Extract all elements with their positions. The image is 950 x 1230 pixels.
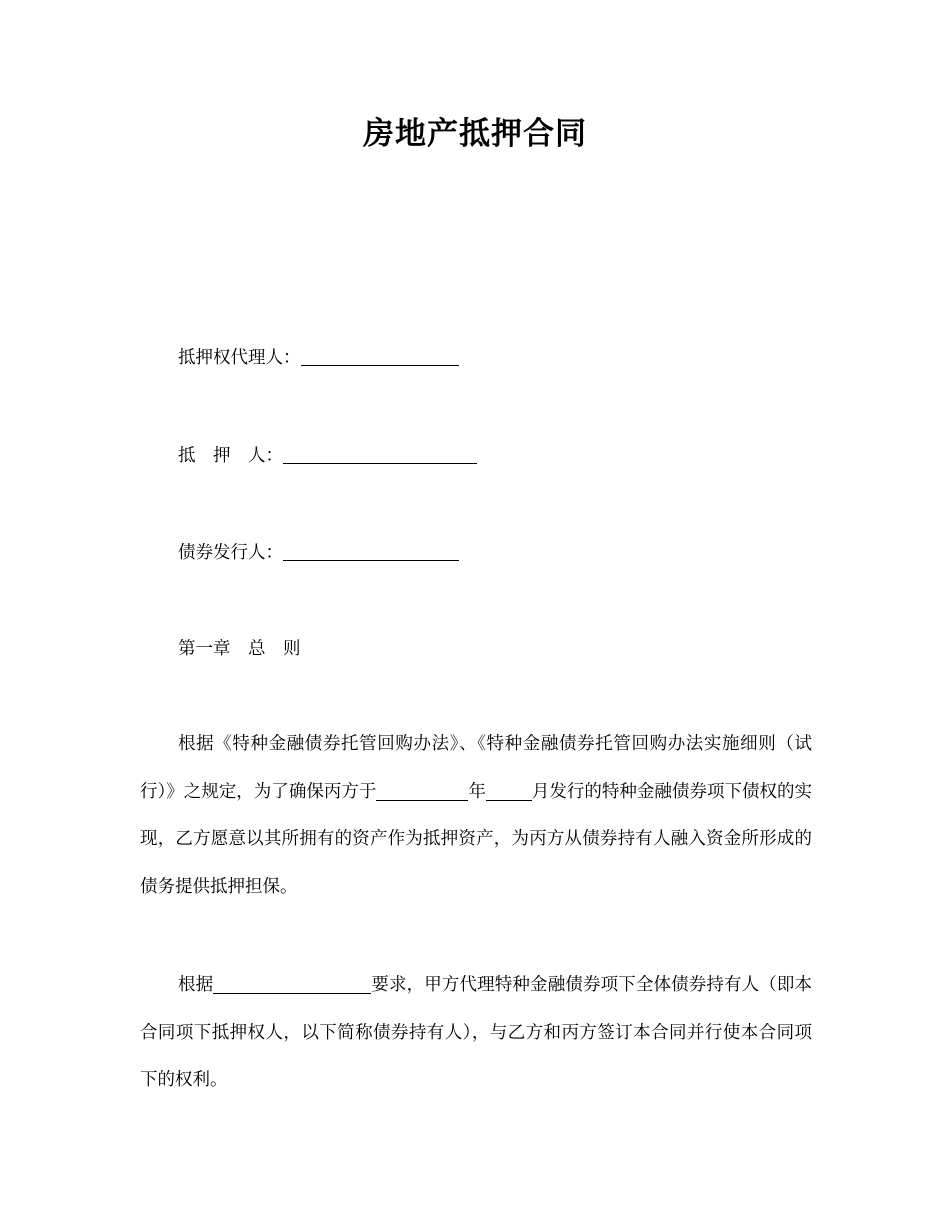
paragraph-basis-part3: 月发行的特种金融债券项下债权的实现，乙方愿意以其所拥有的资产作为抵押资产，为丙方从债券持有人融入资金所形成的债务提供抵押担保。 [140, 781, 812, 897]
bond-issuer-label: 债券发行人： [178, 543, 283, 563]
chapter-heading: 第一章 总 则 [178, 639, 301, 659]
requirement-blank[interactable] [213, 975, 371, 994]
bond-issuer-field [178, 540, 459, 566]
month-blank[interactable] [486, 782, 532, 801]
paragraph-agency [140, 962, 812, 1105]
paragraph-agency-part2: 要求，甲方代理特种金融债券项下全体债券持有人（即本合同项下抵押权人，以下简称债券持有人），与乙方和丙方签订本合同并行使本合同项下的权利。 [140, 975, 813, 1090]
paragraph-basis [140, 721, 812, 911]
document-title: 房地产抵押合同 [363, 116, 587, 152]
mortgagor-label: 抵 押 人： [178, 446, 283, 466]
mortgagee-agent-blank[interactable] [301, 345, 459, 366]
mortgagee-agent-label: 抵押权代理人： [178, 348, 301, 368]
paragraph-basis-part2: 年 [468, 781, 486, 802]
mortgagee-agent-field [178, 345, 459, 371]
paragraph-agency-part1: 根据 [178, 975, 214, 995]
bond-issuer-blank[interactable] [283, 540, 459, 561]
mortgagor-field [178, 443, 477, 469]
mortgagor-blank[interactable] [283, 443, 477, 464]
year-blank[interactable] [376, 782, 468, 801]
paragraph-basis-part1: 根据《特种金融债券托管回购办法》、《特种金融债券托管回购办法实施细则（试行）》之规定，为了确保丙方于 [140, 734, 812, 802]
